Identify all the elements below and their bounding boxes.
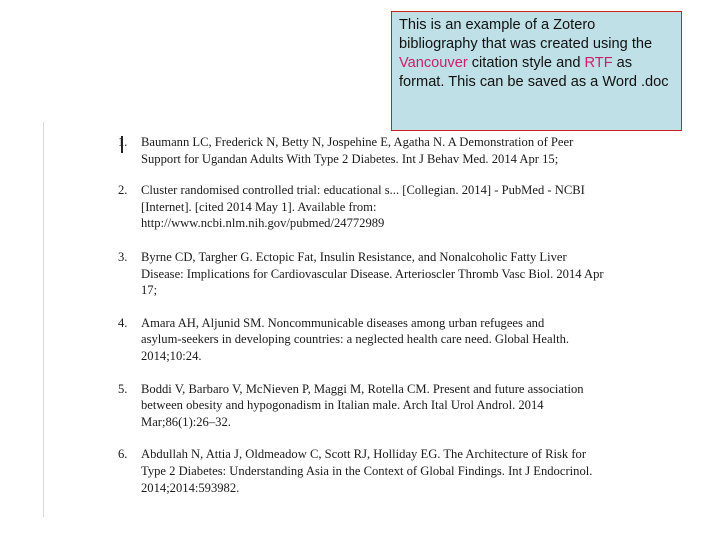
callout-note: [391, 11, 682, 131]
bibliography-list: [118, 134, 638, 496]
entry-line: Amara AH, Aljunid SM. Noncommunicable diseases among urban refugees and: [141, 315, 545, 330]
callout-text-2: citation style and: [467, 55, 585, 71]
entry-line: 2014;2014:593982.: [141, 480, 240, 495]
entry-line: Mar;86(1):26–32.: [141, 414, 231, 429]
entry-number: 5.: [118, 381, 128, 396]
entry-line: [Internet]. [cited 2014 May 1]. Available from:: [141, 199, 377, 214]
entry-number: 4.: [118, 315, 128, 330]
entry-text: [141, 249, 638, 299]
entry-line: Boddi V, Barbaro V, McNieven P, Maggi M, Rotella CM. Present and future association: [141, 381, 584, 396]
entry-number: 6.: [118, 447, 128, 462]
entry-line: Byrne CD, Targher G. Ectopic Fat, Insulin Resistance, and Nonalcoholic Fatty Liver: [141, 249, 567, 264]
page-margin-line: [43, 122, 44, 517]
entry-line: between obesity and hypogonadism in Italian male. Arch Ital Urol Androl. 2014: [141, 398, 544, 413]
bibliography-entry: [118, 134, 638, 167]
entry-line: Type 2 Diabetes: Understanding Asia in the Context of Global Findings. Int J Endocrinol.: [141, 463, 593, 478]
entry-number: 1.: [118, 135, 128, 149]
bibliography-entry: [118, 182, 638, 232]
entry-text: [141, 315, 638, 365]
bibliography-entry: [118, 315, 638, 365]
callout-format-name: RTF: [584, 55, 613, 71]
entry-line: 2014;10:24.: [141, 348, 202, 363]
entry-text: [141, 134, 638, 167]
entry-number: 2.: [118, 183, 128, 198]
entry-line: Disease: Implications for Cardiovascular Disease. Arterioscler Thromb Vasc Biol. 2014 Apr: [141, 266, 604, 281]
entry-text: [141, 381, 638, 431]
entry-url[interactable]: http://www.ncbi.nlm.nih.gov/pubmed/24772989: [141, 216, 385, 231]
callout-text-1: This is an example of a Zotero bibliography that was created using the: [399, 17, 653, 52]
bibliography-entry: [118, 381, 638, 431]
callout-text-3: as format. This can be saved as a Word .doc: [399, 55, 669, 90]
bibliography-entry: [118, 249, 638, 299]
entry-line: Baumann LC, Frederick N, Betty N, Jospehine E, Agatha N. A Demonstration of Peer: [141, 135, 574, 149]
entry-text: [141, 446, 638, 496]
entry-text: [141, 182, 638, 232]
entry-line: asylum-seekers in developing countries: a neglected health care need. Global Health.: [141, 332, 570, 347]
entry-line: 17;: [141, 283, 158, 298]
bibliography-entry: [118, 446, 638, 496]
entry-line: Support for Ugandan Adults With Type 2 Diabetes. Int J Behav Med. 2014 Apr 15;: [141, 151, 559, 166]
callout-style-name: Vancouver: [399, 55, 468, 71]
entry-line: Abdullah N, Attia J, Oldmeadow C, Scott RJ, Holliday EG. The Architecture of Risk for: [141, 447, 587, 462]
entry-line: Cluster randomised controlled trial: educational s... [Collegian. 2014] - PubMed - NCBI: [141, 183, 585, 198]
entry-number: 3.: [118, 249, 128, 264]
